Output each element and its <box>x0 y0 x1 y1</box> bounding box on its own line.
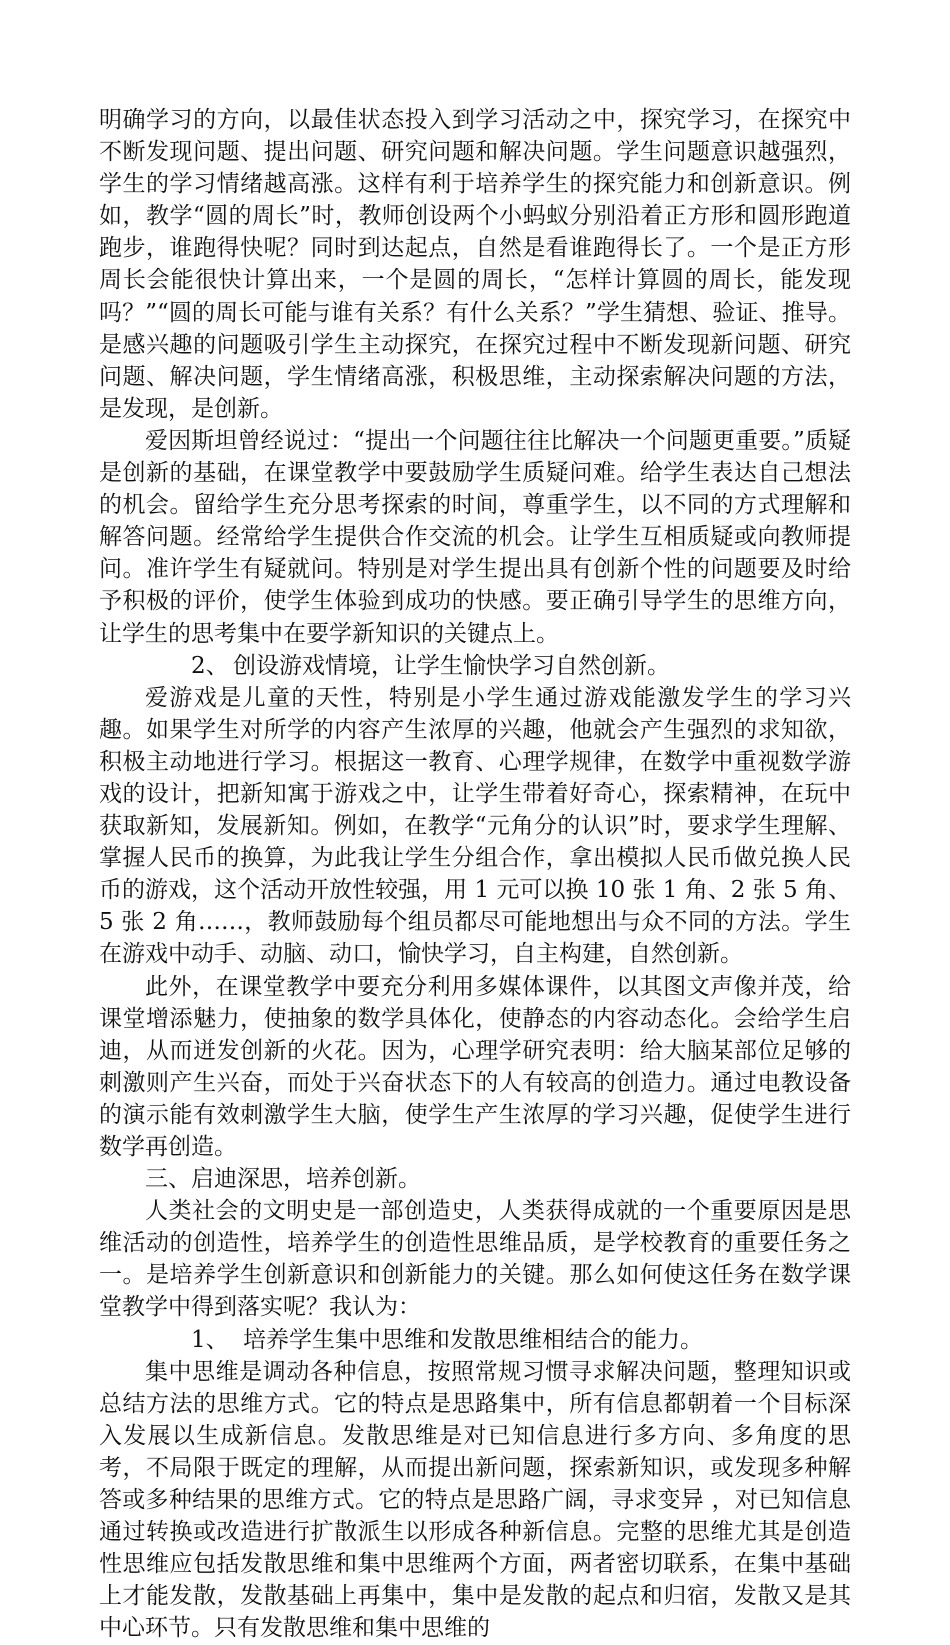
document-page <box>99 104 851 1645</box>
heading-game-situation <box>99 650 851 682</box>
heading-text: 培养学生集中思维和发散思维相结合的能力。 <box>243 1326 703 1353</box>
heading-section-three: 三、启迪深思，培养创新。 <box>145 1166 421 1193</box>
heading-convergent-divergent <box>99 1324 851 1356</box>
paragraph-multimedia: 此外，在课堂教学中要充分利用多媒体课件，以其图文声像并茂，给课堂增添魅力，使抽象的数学具体化，使静态的内容动态化。会给学生启迪，从而迸发创新的火花。因为，心理学研究表明：给大脑某部位足够的刺激则产生兴奋，而处于兴奋状态下的人有较高的创造力。通过电教设备的演示能有效刺激学生大脑，使学生产生浓厚的学习兴趣，促使学生进行数学再创造。 <box>99 973 851 1160</box>
paragraph-thinking-modes: 集中思维是调动各种信息，按照常规习惯寻求解决问题，整理知识或总结方法的思维方式。它的特点是思路集中，所有信息都朝着一个目标深入发展以生成新信息。发散思维是对已知信息进行多方向、多角度的思考，不局限于既定的理解，从而提出新问题，探索新知识，或发现多种解答或多种结果的思维方式。它的特点是思路广阔，寻求变异 ，对已知信息通过转换或改造进行扩散派生以形成各种新信息。完整的思维尤其是创造性思维应包括发散思维和集中思维两个方面，两者密切联系，在集中基础上才能发散，发散基础上再集中，集中是发散的起点和归宿，发散又是其中心环节。只有发散思维和集中思维的 <box>99 1358 851 1642</box>
paragraph-inquiry-learning: 明确学习的方向，以最佳状态投入到学习活动之中，探究学习，在探究中不断发现问题、提出问题、研究问题和解决问题。学生问题意识越强烈，学生的学习情绪越高涨。这样有利于培养学生的探究能力和创新意识。例如，教学“圆的周长”时，教师创设两个小蚂蚁分别沿着正方形和圆形跑道跑步，谁跑得快呢？同时到达起点，自然是看谁跑得长了。一个是正方形周长会能很快计算出来，一个是圆的周长，“怎样计算圆的周长，能发现吗？”“圆的周长可能与谁有关系？有什么关系？”学生猜想、验证、推导。是感兴趣的问题吸引学生主动探究，在探究过程中不断发现新问题、研究问题、解决问题，学生情绪高涨，积极思维，主动探索解决问题的方法，是发现，是创新。 <box>99 107 851 422</box>
paragraph-game-learning: 爱游戏是儿童的天性，特别是小学生通过游戏能激发学生的学习兴趣。如果学生对所学的内容产生浓厚的兴趣，他就会产生强烈的求知欲，积极主动地进行学习。根据这一教育、心理学规律，在数学中重视数学游戏的设计，把新知寓于游戏之中，让学生带着好奇心，探索精神，在玩中获取新知，发展新知。例如，在教学“元角分的认识”时，要求学生理解、掌握人民币的换算，为此我让学生分组合作，拿出模拟人民币做兑换人民币的游戏，这个活动开放性较强，用 1 元可以换 10 张 1 角、2 张 5 角、5 张 2 角……，教师鼓励每个组员都尽可能地想出与众不同的方法。学生在游戏中动手、动脑、动口，愉快学习，自主构建，自然创新。 <box>99 684 851 968</box>
heading-number: 1、 <box>191 1326 229 1353</box>
heading-text: 创设游戏情境，让学生愉快学习自然创新。 <box>233 652 670 679</box>
heading-number: 2、 <box>191 652 229 679</box>
paragraph-questioning: 爱因斯坦曾经说过：“提出一个问题往往比解决一个问题更重要。”质疑是创新的基础，在课堂教学中要鼓励学生质疑问难。给学生表达自己想法的机会。留给学生充分思考探索的时间，尊重学生，以不同的方式理解和解答问题。经常给学生提供合作交流的机会。让学生互相质疑或向教师提问。准许学生有疑就问。特别是对学生提出具有创新个性的问题要及时给予积极的评价，使学生体验到成功的快感。要正确引导学生的思维方向，让学生的思考集中在要学新知识的关键点上。 <box>99 427 851 647</box>
paragraph-creative-thinking: 人类社会的文明史是一部创造史，人类获得成就的一个重要原因是思维活动的创造性，培养学生的创造性思维品质，是学校教育的重要任务之一。是培养学生创新意识和创新能力的关键。那么如何使这任务在数学课堂教学中得到落实呢？我认为： <box>99 1198 851 1321</box>
